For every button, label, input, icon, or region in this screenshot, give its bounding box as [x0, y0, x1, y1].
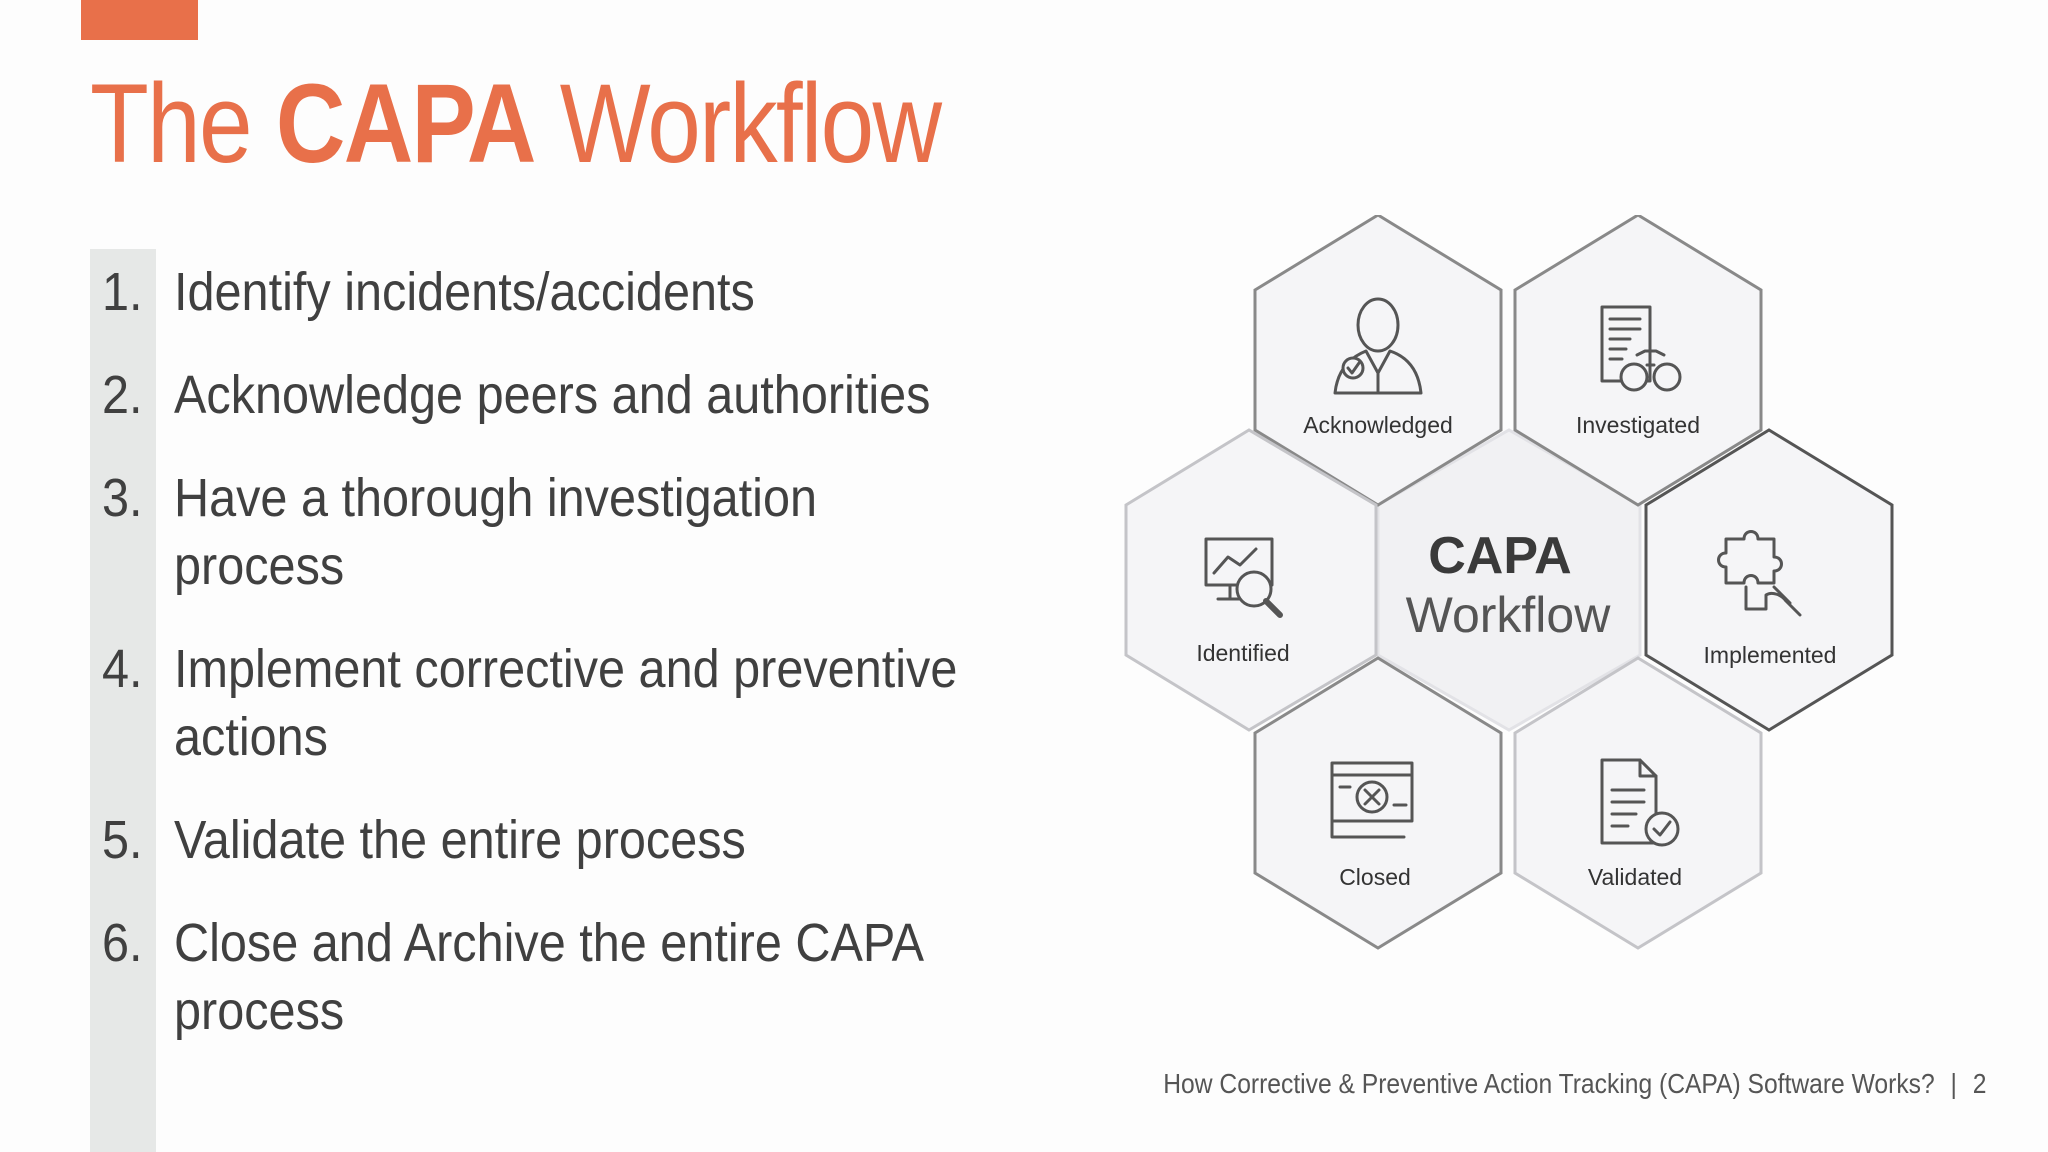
step-number: 5.: [102, 810, 143, 870]
step-number: 4.: [102, 639, 143, 699]
cell-label: Investigated: [1575, 412, 1701, 438]
slide-title: [90, 62, 940, 185]
step-number: 3.: [102, 468, 143, 528]
footer-caption: How Corrective & Preventive Action Tracking (CAPA) Software Works?: [1162, 1068, 1935, 1099]
list-item: [102, 909, 966, 1045]
step-text: Acknowledge peers and authorities: [174, 365, 931, 425]
cell-label: Validated: [1587, 864, 1683, 890]
step-text: Validate the entire process: [174, 810, 746, 870]
accent-tab: [81, 0, 198, 40]
step-list: [102, 258, 1062, 1080]
center-title: CAPA: [1428, 527, 1572, 585]
list-item: [102, 635, 966, 771]
step-number: 6.: [102, 913, 143, 973]
step-text: Have a thorough investigation process: [174, 468, 818, 596]
list-item: [102, 258, 966, 326]
cell-label: Acknowledged: [1303, 412, 1453, 438]
capa-workflow-diagram: [1110, 215, 1910, 975]
title-strong: CAPA: [275, 61, 535, 186]
footer-separator: |: [1950, 1068, 1957, 1099]
footer: [1163, 1068, 1986, 1100]
step-text: Implement corrective and preventive actions: [174, 639, 958, 767]
cell-label: Identified: [1196, 640, 1290, 666]
title-prefix: The: [90, 61, 276, 186]
center-subtitle: Workflow: [1405, 587, 1611, 643]
list-item: [102, 361, 966, 429]
list-item: [102, 806, 966, 874]
step-number: 1.: [102, 262, 143, 322]
list-item: [102, 464, 966, 600]
page-number: 2: [1972, 1068, 1986, 1099]
cell-label: Implemented: [1703, 642, 1837, 668]
step-text: Identify incidents/accidents: [174, 262, 755, 322]
title-suffix: Workflow: [534, 61, 941, 186]
step-number: 2.: [102, 365, 143, 425]
cell-label: Closed: [1339, 864, 1411, 890]
step-text: Close and Archive the entire CAPA process: [174, 913, 922, 1041]
